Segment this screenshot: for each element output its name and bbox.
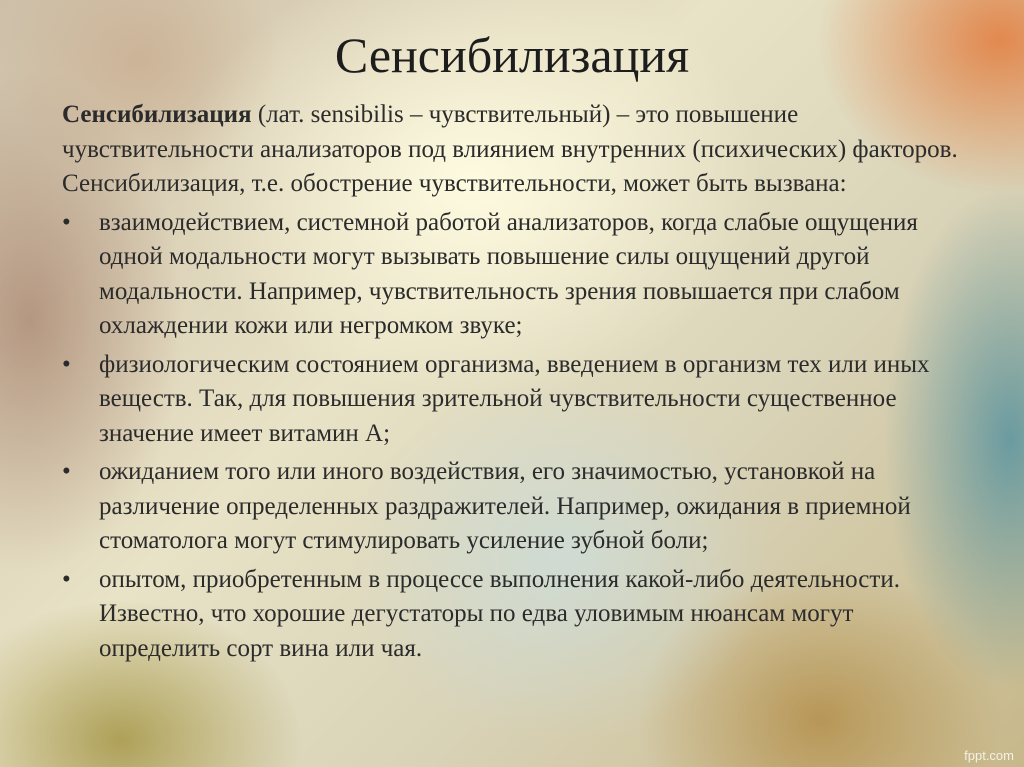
bullet-icon: •: [62, 350, 71, 378]
bullet-text: опытом, приобретенным в процессе выполнения какой-либо деятельности. Известно, что хорошие дегустаторы по едва уловимым нюансам могут определить сорт вина или чая.: [99, 565, 900, 662]
bullet-item: [62, 563, 972, 667]
definition-paragraph: [62, 98, 972, 202]
bullet-icon: •: [62, 458, 71, 485]
definition-text: (лат. sensibilis – чувствительный) – это повышение чувствительности анализаторов под влиянием внутренних (психических) факторов. Сенсибилизация, т.е. обострение чувствительности, может быть вызвана:: [62, 101, 958, 197]
bullet-icon: •: [62, 565, 71, 593]
bullet-text: физиологическим состоянием организма, введением в организм тех или иных веществ. Так, для повышения зрительной чувствительности существенное значение имеет витамин А;: [99, 350, 930, 447]
definition-term: Сенсибилизация: [62, 101, 252, 128]
slide-title: Сенсибилизация: [334, 27, 690, 83]
bullet-icon: •: [62, 208, 71, 236]
bullet-item: [62, 206, 972, 344]
watermark: fppt.com: [964, 748, 1014, 763]
slide-body: [62, 98, 972, 670]
bullet-item: [62, 455, 972, 559]
bullet-text: ожиданием того или иного воздействия, его значимостью, установкой на различение определенных раздражителей. Например, ожидания в приемной стоматолога могут стимулировать усиление зубной боли;: [99, 458, 911, 554]
bullet-list: [62, 206, 972, 667]
bullet-text: взаимодействием, системной работой анализаторов, когда слабые ощущения одной модальности могут вызывать повышение силы ощущений другой модальности. Например, чувствительность зрения повышается при слабом охлаждении кожи или негромком звуке;: [99, 208, 918, 339]
bullet-item: [62, 348, 972, 452]
